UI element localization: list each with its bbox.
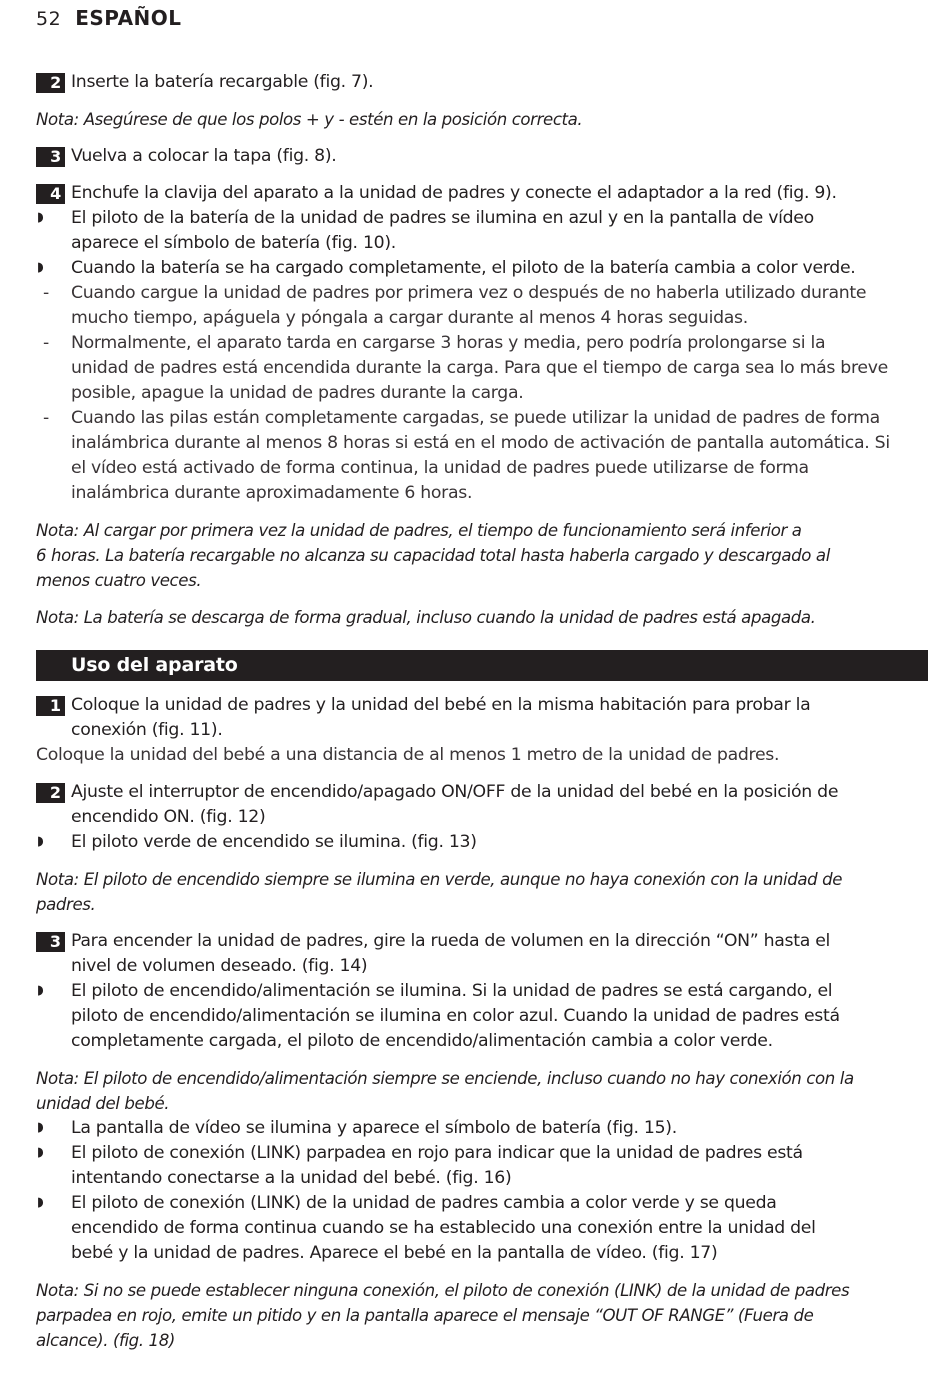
- bullet-text: intentando conectarse a la unidad del bebé. (fig. 16): [71, 1168, 512, 1188]
- bullet-text: El piloto de encendido/alimentación se ilumina. Si la unidad de padres se está cargando, el: [71, 981, 833, 1001]
- note-text: 6 horas. La batería recargable no alcanza su capacidad total hasta haberla cargado y descargado al: [36, 546, 830, 565]
- page-content: [36, 70, 928, 1353]
- bullet-text: Cuando la batería se ha cargado completamente, el piloto de la batería cambia a color verde.: [71, 258, 856, 278]
- plain-instruction: Coloque la unidad del bebé a una distancia de al menos 1 metro de la unidad de padres.: [36, 745, 780, 765]
- bullet-text: El piloto verde de encendido se ilumina. (fig. 13): [71, 832, 477, 852]
- bullet-icon: ◗: [37, 210, 44, 225]
- dash-text: Normalmente, el aparato tarda en cargarse 3 horas y media, pero podría prolongarse si la: [71, 333, 826, 353]
- dash-text: Cuando las pilas están completamente cargadas, se puede utilizar la unidad de padres de forma: [71, 408, 880, 428]
- use-step-1: [36, 693, 928, 743]
- note-text: Nota: Al cargar por primera vez la unidad de padres, el tiempo de funcionamiento será inferior a: [36, 521, 802, 540]
- dash-text: posible, apague la unidad de padres durante la carga.: [71, 383, 524, 403]
- result-bullet: [36, 1141, 928, 1191]
- dash-item: [36, 331, 928, 406]
- page-number: 52: [36, 8, 62, 30]
- dash-text: unidad de padres está encendida durante la carga. Para que el tiempo de carga sea lo más breve: [71, 358, 888, 378]
- bullet-icon: ◗: [37, 1145, 44, 1160]
- step-text: Para encender la unidad de padres, gire la rueda de volumen en la dirección “ON” hasta el: [71, 931, 831, 951]
- result-bullet: [36, 979, 928, 1054]
- dash-text: inalámbrica durante al menos 8 horas si está en el modo de activación de pantalla automática. Si: [71, 433, 890, 453]
- note-text: Nota: Si no se puede establecer ninguna conexión, el piloto de conexión (LINK) de la unidad de padres: [36, 1281, 850, 1300]
- step-number-badge: 3: [36, 147, 65, 167]
- language-heading: ESPAÑOL: [75, 6, 182, 30]
- step-text: Vuelva a colocar la tapa (fig. 8).: [71, 146, 337, 166]
- bullet-text: piloto de encendido/alimentación se ilumina en color azul. Cuando la unidad de padres está: [71, 1006, 840, 1026]
- note-power-light-always: [36, 1066, 928, 1116]
- dash-icon: -: [43, 283, 49, 303]
- step-text: nivel de volumen deseado. (fig. 14): [71, 956, 368, 976]
- bullet-icon: ◗: [37, 834, 44, 849]
- note-text: padres.: [36, 895, 96, 914]
- dash-text: mucho tiempo, apáguela y póngala a cargar durante al menos 4 horas seguidas.: [71, 308, 748, 328]
- result-bullet: [36, 830, 928, 855]
- use-step-2: [36, 780, 928, 830]
- step-number-badge: 4: [36, 184, 65, 204]
- note-text: Nota: El piloto de encendido/alimentación siempre se enciende, incluso cuando no hay conexión con la: [36, 1069, 854, 1088]
- step-4-plug-in: [36, 181, 928, 206]
- bullet-text: El piloto de conexión (LINK) parpadea en rojo para indicar que la unidad de padres está: [71, 1143, 803, 1163]
- dash-text: el vídeo está activado de forma continua, la unidad de padres puede utilizarse de forma: [71, 458, 809, 478]
- dash-text: inalámbrica durante aproximadamente 6 horas.: [71, 483, 473, 503]
- note-text: unidad del bebé.: [36, 1094, 170, 1113]
- page-header: [36, 6, 182, 36]
- step-text: Inserte la batería recargable (fig. 7).: [71, 72, 374, 92]
- step-text: Ajuste el interruptor de encendido/apagado ON/OFF de la unidad del bebé en la posición de: [71, 782, 839, 802]
- bullet-text: La pantalla de vídeo se ilumina y aparece el símbolo de batería (fig. 15).: [71, 1118, 677, 1138]
- step-number-badge: 1: [36, 696, 65, 716]
- note-first-charge: [36, 518, 928, 593]
- step-number-badge: 3: [36, 932, 65, 952]
- dash-item: [36, 406, 928, 506]
- bullet-icon: ◗: [37, 260, 44, 275]
- bullet-text: El piloto de la batería de la unidad de padres se ilumina en azul y en la pantalla de vídeo: [71, 208, 814, 228]
- note-text: menos cuatro veces.: [36, 571, 202, 590]
- bullet-text: El piloto de conexión (LINK) de la unidad de padres cambia a color verde y se queda: [71, 1193, 777, 1213]
- dash-icon: -: [43, 333, 49, 353]
- note-gradual-discharge: Nota: La batería se descarga de forma gradual, incluso cuando la unidad de padres está apagada.: [36, 608, 816, 627]
- use-step-3: [36, 929, 928, 979]
- step-number-badge: 2: [36, 783, 65, 803]
- note-polarity: Nota: Asegúrese de que los polos + y - estén en la posición correcta.: [36, 110, 583, 129]
- bullet-icon: ◗: [37, 1120, 44, 1135]
- result-bullet: [36, 206, 928, 256]
- bullet-text: aparece el símbolo de batería (fig. 10).: [71, 233, 396, 253]
- note-text: alcance). (fig. 18): [36, 1331, 175, 1350]
- bullet-icon: ◗: [37, 1195, 44, 1210]
- result-bullet: [36, 256, 928, 281]
- step-text: conexión (fig. 11).: [71, 720, 223, 740]
- bullet-text: bebé y la unidad de padres. Aparece el bebé en la pantalla de vídeo. (fig. 17): [71, 1243, 718, 1263]
- result-bullet: [36, 1116, 928, 1141]
- step-number-badge: 2: [36, 73, 65, 93]
- dash-text: Cuando cargue la unidad de padres por primera vez o después de no haberla utilizado durante: [71, 283, 867, 303]
- dash-item: [36, 281, 928, 331]
- section-heading: Uso del aparato: [36, 650, 928, 681]
- bullet-text: completamente cargada, el piloto de encendido/alimentación cambia a color verde.: [71, 1031, 773, 1051]
- step-text: Enchufe la clavija del aparato a la unidad de padres y conecte el adaptador a la red (fig. 9).: [71, 183, 837, 203]
- step-3-replace-cover: [36, 144, 928, 169]
- bullet-text: encendido de forma continua cuando se ha establecido una conexión entre la unidad del: [71, 1218, 816, 1238]
- note-text: parpadea en rojo, emite un pitido y en la pantalla aparece el mensaje “OUT OF RANGE” (Fuera de: [36, 1306, 814, 1325]
- note-text: Nota: El piloto de encendido siempre se ilumina en verde, aunque no haya conexión con la unidad de: [36, 870, 843, 889]
- step-text: Coloque la unidad de padres y la unidad del bebé en la misma habitación para probar la: [71, 695, 811, 715]
- step-2-insert-battery: [36, 70, 928, 95]
- result-bullet: [36, 1191, 928, 1266]
- bullet-icon: ◗: [37, 983, 44, 998]
- note-power-light: [36, 867, 928, 917]
- step-text: encendido ON. (fig. 12): [71, 807, 266, 827]
- note-out-of-range: [36, 1278, 928, 1353]
- dash-icon: -: [43, 408, 49, 428]
